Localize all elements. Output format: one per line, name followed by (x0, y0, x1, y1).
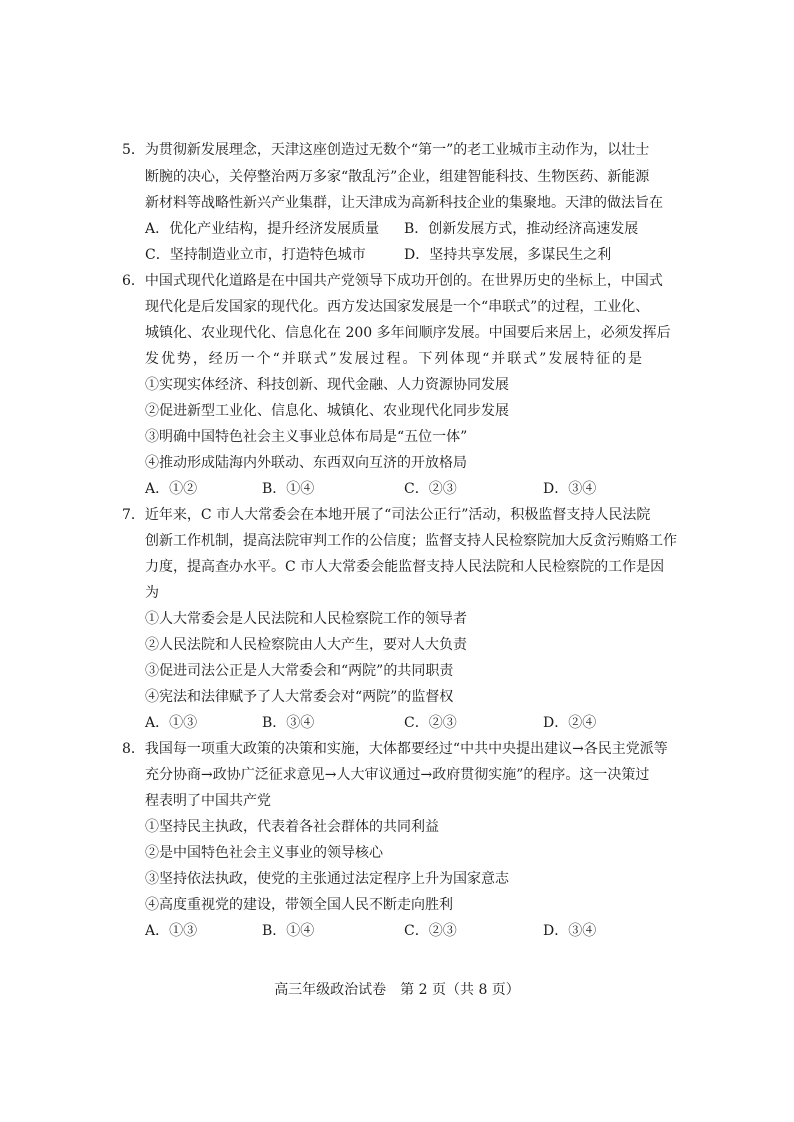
question-stem-line: 断腕的决心，关停整治两万多家“散乱污”企业，组建智能科技、生物医药、新能源 (145, 169, 650, 185)
question-stem-line: 创新工作机制，提高法院审判工作的公信度；监督支持人民检察院加大反贪污贿赂工作 (145, 533, 677, 549)
question-stem-line: 力度，提高查办水平。C 市人大常委会能监督支持人民法院和人民检察院的工作是因 (145, 559, 665, 575)
question-stem-line: 现代化是后发国家的现代化。西方发达国家发展是一个“串联式”的过程，工业化、 (145, 299, 650, 315)
question-stem-line: 8．我国每一项重大政策的决策和实施，大体都要经过“中共中央提出建议→各民主党派等 (122, 741, 668, 757)
question-stem-line: 7．近年来，C 市人大常委会在本地开展了“司法公正行”活动，积极监督支持人民法院 (122, 507, 651, 523)
question-stem-line: 城镇化、农业现代化、信息化在 200 多年间顺序发展。中国要后来居上，必须发挥后 (145, 325, 671, 341)
option-d: D．③④ (543, 923, 597, 939)
statement-item: ④推动形成陆海内外联动、东西双向互济的开放格局 (145, 455, 467, 471)
statement-item: ③促进司法公正是人大常委会和“两院”的共同职责 (145, 663, 454, 679)
statement-item: ②促进新型工业化、信息化、城镇化、农业现代化同步发展 (145, 403, 509, 419)
statement-item: ④高度重视党的建设，带领全国人民不断走向胜利 (145, 897, 453, 913)
statement-item: ③明确中国特色社会主义事业总体布局是“五位一体” (145, 429, 468, 445)
option-b: B．①④ (262, 923, 315, 939)
option-a: A．优化产业结构，提升经济发展质量 (145, 221, 380, 237)
option-a: A．①③ (145, 715, 198, 731)
question-stem-line: 6．中国式现代化道路是在中国共产党领导下成功开创的。在世界历史的坐标上，中国式 (122, 273, 663, 289)
option-c: C．②③ (404, 481, 457, 497)
option-c: C．②③ (404, 715, 457, 731)
option-d: D．坚持共享发展，多谋民生之利 (404, 247, 612, 263)
option-b: B．创新发展方式，推动经济高速发展 (404, 221, 639, 237)
statement-item: ①人大常委会是人民法院和人民检察院工作的领导者 (145, 611, 467, 627)
option-b: B．③④ (262, 715, 315, 731)
question-stem-line: 程表明了中国共产党 (145, 793, 271, 809)
option-d: D．③④ (543, 481, 597, 497)
option-c: C．②③ (404, 923, 457, 939)
question-stem-line: 充分协商→政协广泛征求意见→人大审议通过→政府贯彻实施”的程序。这一决策过 (145, 767, 650, 783)
option-b: B．①④ (262, 481, 315, 497)
option-d: D．②④ (543, 715, 597, 731)
option-a: A．①② (145, 481, 198, 497)
option-c: C．坚持制造业立市，打造特色城市 (145, 247, 366, 263)
question-stem-line: 5．为贯彻新发展理念，天津这座创造过无数个“第一”的老工业城市主动作为，以壮士 (122, 142, 650, 158)
question-stem-line: 为 (145, 585, 159, 601)
statement-item: ①实现实体经济、科技创新、现代金融、人力资源协同发展 (145, 377, 509, 393)
statement-item: ③坚持依法执政，使党的主张通过法定程序上升为国家意志 (145, 871, 509, 887)
page-footer: 高三年级政治试卷 第 2 页（共 8 页） (274, 982, 520, 998)
question-stem-line: 新材料等战略性新兴产业集群，让天津成为高新科技企业的集聚地。天津的做法旨在 (145, 195, 663, 211)
statement-item: ①坚持民主执政，代表着各社会群体的共同利益 (145, 819, 439, 835)
statement-item: ④宪法和法律赋予了人大常委会对“两院”的监督权 (145, 689, 454, 705)
statement-item: ②是中国特色社会主义事业的领导核心 (145, 845, 383, 861)
option-a: A．①③ (145, 923, 198, 939)
statement-item: ②人民法院和人民检察院由人大产生，要对人大负责 (145, 637, 467, 653)
question-stem-line: 发优势，经历一个“并联式”发展过程。下列体现“并联式”发展特征的是 (145, 351, 642, 367)
